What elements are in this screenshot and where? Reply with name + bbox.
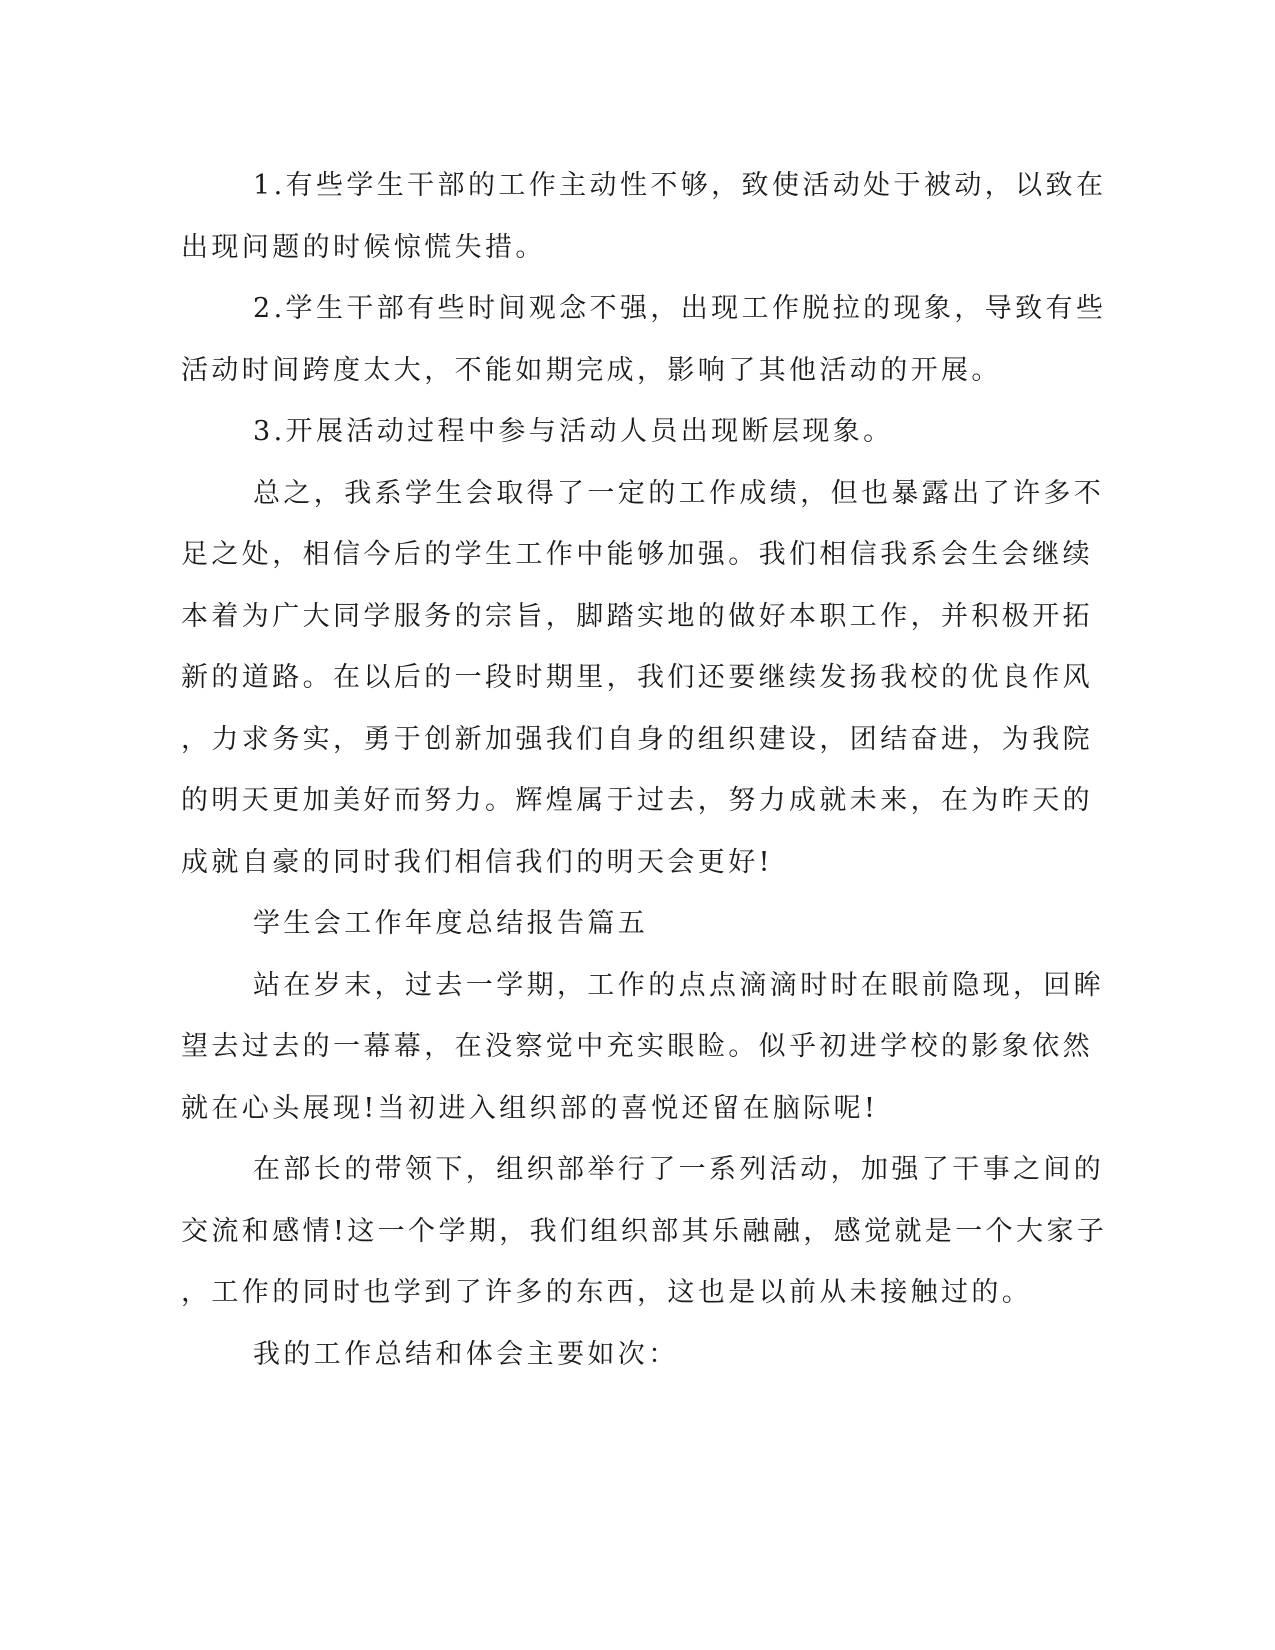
- text-line: 3.开展活动过程中参与活动人员出现断层现象。: [253, 416, 894, 447]
- text-line: 本着为广大同学服务的宗旨，脚踏实地的做好本职工作，并积极开拓: [181, 600, 1093, 632]
- text-line: 2.学生干部有些时间观念不强，出现工作脱拉的现象，导致有些: [253, 293, 1107, 324]
- text-line: 在部长的带领下，组织部举行了一系列活动，加强了干事之间的: [253, 1154, 1105, 1185]
- text-line: 总之，我系学生会取得了一定的工作成绩，但也暴露出了许多不: [253, 477, 1105, 509]
- paragraph-conclusion: [181, 463, 1105, 894]
- paragraph-issue-1: [181, 155, 1107, 278]
- text-line: 足之处，相信今后的学生工作中能够加强。我们相信我系会生会继续: [181, 539, 1093, 570]
- text-line: 出现问题的时候惊慌失措。: [181, 231, 546, 263]
- text-line: 成就自豪的同时我们相信我们的明天会更好!: [181, 846, 773, 878]
- text-line: 就在心头展现!当初进入组织部的喜悦还留在脑际呢!: [181, 1092, 879, 1124]
- text-line: ，工作的同时也学到了许多的东西，这也是以前从未接触过的。: [181, 1277, 1033, 1308]
- text-line: 交流和感情!这一个学期，我们组织部其乐融融，感觉就是一个大家子: [181, 1215, 1108, 1247]
- paragraph-summary-intro: [181, 1324, 1033, 1386]
- text-line: 1.有些学生干部的工作主动性不够，致使活动处于被动，以致在: [253, 170, 1107, 201]
- paragraph-department: [181, 1139, 1108, 1324]
- text-line: 望去过去的一幕幕，在没察觉中充实眼睑。似乎初进学校的影象依然: [181, 1031, 1093, 1062]
- paragraph-issue-3: [181, 401, 1033, 463]
- text-line: 我的工作总结和体会主要如次：: [253, 1338, 679, 1370]
- text-line: 新的道路。在以后的一段时期里，我们还要继续发扬我校的优良作风: [181, 662, 1093, 693]
- text-line: ，力求务实，勇于创新加强我们自身的组织建设，团结奋进，为我院: [181, 723, 1093, 755]
- paragraph-year-end: [181, 955, 1105, 1140]
- text-line: 学生会工作年度总结报告篇五: [253, 908, 649, 939]
- text-line: 活动时间跨度太大，不能如期完成，影响了其他活动的开展。: [181, 354, 1002, 386]
- document-body: [181, 155, 1108, 1385]
- text-line: 的明天更加美好而努力。辉煌属于过去，努力成就未来，在为昨天的: [181, 785, 1093, 816]
- section-heading: [181, 893, 1033, 955]
- paragraph-issue-2: [181, 278, 1107, 401]
- text-line: 站在岁末，过去一学期，工作的点点滴滴时时在眼前隐现，回眸: [253, 969, 1105, 1001]
